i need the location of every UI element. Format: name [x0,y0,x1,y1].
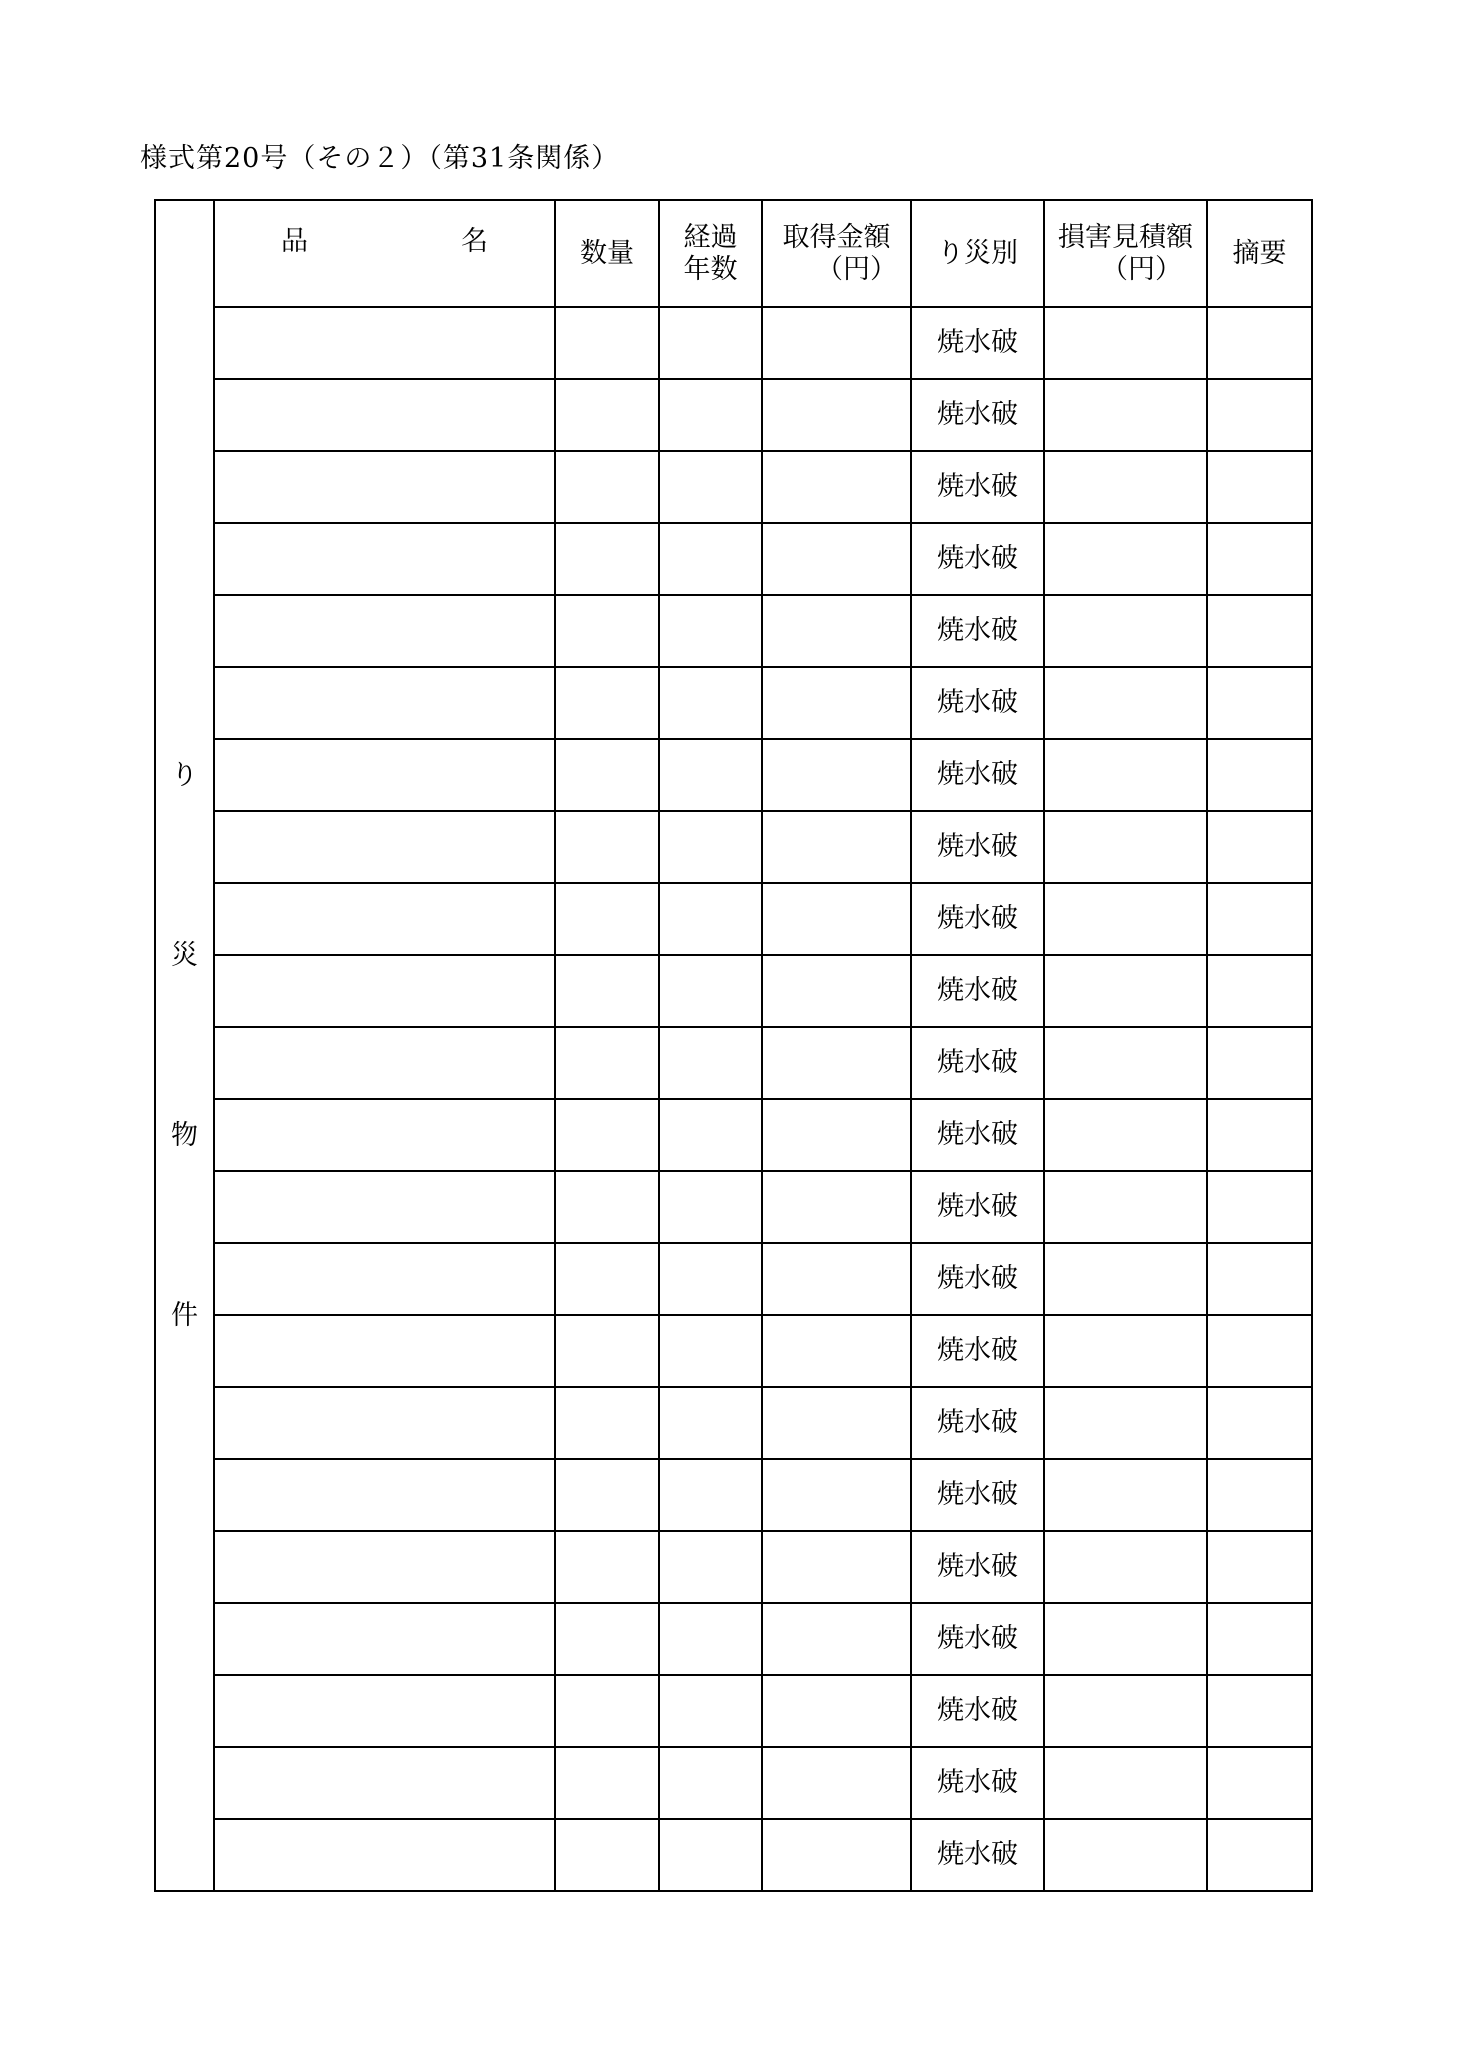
damage-category-cell: 焼水破 [911,1171,1044,1243]
acquisition-amount-cell [762,1243,911,1315]
damage-estimate-cell [1044,1099,1207,1171]
elapsed-years-cell [659,523,762,595]
side-label-char: 物 [171,1119,198,1151]
header-item-name-left: 品 [281,225,308,257]
elapsed-years-cell [659,595,762,667]
quantity-cell [555,811,659,883]
side-label-char: り [171,759,198,791]
table-row [155,1171,1312,1243]
elapsed-years-cell [659,955,762,1027]
item-name-cell [214,667,555,739]
quantity-cell [555,1027,659,1099]
elapsed-years-cell [659,1171,762,1243]
acquisition-amount-cell [762,1027,911,1099]
remarks-cell [1207,1819,1312,1891]
elapsed-years-cell [659,1747,762,1819]
quantity-cell [555,739,659,811]
damage-estimate-cell [1044,811,1207,883]
quantity-cell [555,1171,659,1243]
elapsed-years-cell [659,667,762,739]
elapsed-years-cell [659,739,762,811]
elapsed-years-cell [659,811,762,883]
table-row [155,307,1312,379]
table-row [155,1459,1312,1531]
quantity-cell [555,1099,659,1171]
item-name-cell [214,1531,555,1603]
remarks-cell [1207,667,1312,739]
table-row [155,739,1312,811]
quantity-cell [555,1675,659,1747]
item-name-cell [214,1171,555,1243]
quantity-cell [555,595,659,667]
damage-estimate-cell [1044,667,1207,739]
damage-estimate-cell [1044,1387,1207,1459]
table-row [155,1099,1312,1171]
header-damage-estimate [1044,200,1207,307]
quantity-cell [555,667,659,739]
item-name-cell [214,451,555,523]
item-name-cell [214,379,555,451]
damage-category-cell: 焼水破 [911,1315,1044,1387]
quantity-cell [555,1315,659,1387]
acquisition-amount-cell [762,451,911,523]
damage-estimate-cell [1044,1027,1207,1099]
acquisition-amount-cell [762,1747,911,1819]
acquisition-amount-cell [762,1315,911,1387]
remarks-cell [1207,1099,1312,1171]
acquisition-amount-cell [762,811,911,883]
item-name-cell [214,1099,555,1171]
elapsed-years-cell [659,883,762,955]
damage-estimate-cell [1044,595,1207,667]
remarks-cell [1207,883,1312,955]
damage-category-cell: 焼水破 [911,1459,1044,1531]
acquisition-amount-cell [762,1387,911,1459]
remarks-cell [1207,739,1312,811]
table-row [155,1315,1312,1387]
acquisition-amount-cell [762,739,911,811]
remarks-cell [1207,451,1312,523]
header-quantity: 数量 [555,200,659,307]
damage-category-cell: 焼水破 [911,811,1044,883]
damage-estimate-cell [1044,1243,1207,1315]
item-name-cell [214,523,555,595]
acquisition-amount-cell [762,523,911,595]
table-row [155,1243,1312,1315]
item-name-cell [214,1603,555,1675]
remarks-cell [1207,1747,1312,1819]
damage-category-cell: 焼水破 [911,955,1044,1027]
item-name-cell [214,1459,555,1531]
table-row [155,1819,1312,1891]
header-elapsed-line2: 年数 [683,253,738,285]
header-elapsed-years [659,200,762,307]
damage-category-cell: 焼水破 [911,1531,1044,1603]
remarks-cell [1207,1459,1312,1531]
acquisition-amount-cell [762,883,911,955]
header-elapsed-line1: 経過 [683,221,738,253]
acquisition-amount-cell [762,1099,911,1171]
damage-category-cell: 焼水破 [911,523,1044,595]
acquisition-amount-cell [762,1459,911,1531]
table-row [155,667,1312,739]
table-row [155,523,1312,595]
item-name-cell [214,811,555,883]
remarks-cell [1207,379,1312,451]
header-item-name-right: 名 [461,225,488,257]
table-row [155,883,1312,955]
table-row [155,1387,1312,1459]
remarks-cell [1207,1675,1312,1747]
damage-category-cell: 焼水破 [911,595,1044,667]
header-amount-line1: 取得金額 [782,221,891,253]
header-row [155,200,1312,307]
header-damage-category: り災別 [911,200,1044,307]
quantity-cell [555,1243,659,1315]
damage-estimate-cell [1044,1819,1207,1891]
item-name-cell [214,1747,555,1819]
elapsed-years-cell [659,1243,762,1315]
item-name-cell [214,307,555,379]
elapsed-years-cell [659,451,762,523]
table-row [155,1027,1312,1099]
damage-estimate-cell [1044,1315,1207,1387]
form-title: 様式第20号（その２）（第31条関係） [140,143,620,174]
remarks-cell [1207,1027,1312,1099]
table-row [155,595,1312,667]
header-amount-line2: （円） [816,253,897,285]
header-item-name [214,200,555,307]
header-remarks: 摘要 [1207,200,1312,307]
side-label-char: 災 [171,939,198,971]
item-name-cell [214,955,555,1027]
quantity-cell [555,523,659,595]
remarks-cell [1207,1243,1312,1315]
elapsed-years-cell [659,1315,762,1387]
remarks-cell [1207,307,1312,379]
damage-estimate-cell [1044,1531,1207,1603]
elapsed-years-cell [659,1531,762,1603]
elapsed-years-cell [659,379,762,451]
item-name-cell [214,1819,555,1891]
elapsed-years-cell [659,1675,762,1747]
item-name-cell [214,1243,555,1315]
table-row [155,955,1312,1027]
quantity-cell [555,379,659,451]
item-name-cell [214,1027,555,1099]
remarks-cell [1207,523,1312,595]
remarks-cell [1207,955,1312,1027]
acquisition-amount-cell [762,667,911,739]
damage-estimate-cell [1044,1459,1207,1531]
damage-category-cell: 焼水破 [911,1603,1044,1675]
remarks-cell [1207,811,1312,883]
table-row [155,1603,1312,1675]
item-name-cell [214,1387,555,1459]
header-acquisition-amount [762,200,911,307]
elapsed-years-cell [659,1027,762,1099]
acquisition-amount-cell [762,1675,911,1747]
damage-estimate-cell [1044,955,1207,1027]
acquisition-amount-cell [762,595,911,667]
damage-estimate-cell [1044,1747,1207,1819]
damage-category-cell: 焼水破 [911,379,1044,451]
acquisition-amount-cell [762,1531,911,1603]
elapsed-years-cell [659,307,762,379]
damage-category-cell: 焼水破 [911,1387,1044,1459]
damage-estimate-cell [1044,523,1207,595]
damage-estimate-cell [1044,379,1207,451]
quantity-cell [555,1387,659,1459]
remarks-cell [1207,1315,1312,1387]
elapsed-years-cell [659,1099,762,1171]
acquisition-amount-cell [762,955,911,1027]
table-row [155,1531,1312,1603]
damage-estimate-cell [1044,739,1207,811]
quantity-cell [555,955,659,1027]
item-name-cell [214,1675,555,1747]
table-row [155,811,1312,883]
table-row [155,379,1312,451]
damage-category-cell: 焼水破 [911,451,1044,523]
damage-category-cell: 焼水破 [911,1675,1044,1747]
damage-estimate-cell [1044,451,1207,523]
damage-estimate-cell [1044,1603,1207,1675]
acquisition-amount-cell [762,1603,911,1675]
damage-items-table [154,199,1313,1892]
remarks-cell [1207,1171,1312,1243]
damage-estimate-cell [1044,1675,1207,1747]
item-name-cell [214,1315,555,1387]
damage-category-cell: 焼水破 [911,1819,1044,1891]
remarks-cell [1207,1531,1312,1603]
acquisition-amount-cell [762,1819,911,1891]
remarks-cell [1207,1387,1312,1459]
side-label-cell [155,200,214,1891]
acquisition-amount-cell [762,1171,911,1243]
quantity-cell [555,451,659,523]
quantity-cell [555,1747,659,1819]
acquisition-amount-cell [762,307,911,379]
damage-category-cell: 焼水破 [911,739,1044,811]
quantity-cell [555,1603,659,1675]
acquisition-amount-cell [762,379,911,451]
item-name-cell [214,595,555,667]
damage-estimate-cell [1044,307,1207,379]
remarks-cell [1207,595,1312,667]
elapsed-years-cell [659,1603,762,1675]
quantity-cell [555,1531,659,1603]
damage-category-cell: 焼水破 [911,1099,1044,1171]
table-row [155,1675,1312,1747]
quantity-cell [555,1819,659,1891]
elapsed-years-cell [659,1387,762,1459]
quantity-cell [555,1459,659,1531]
damage-category-cell: 焼水破 [911,1027,1044,1099]
quantity-cell [555,883,659,955]
damage-category-cell: 焼水破 [911,1747,1044,1819]
damage-category-cell: 焼水破 [911,667,1044,739]
table-row [155,451,1312,523]
elapsed-years-cell [659,1459,762,1531]
damage-category-cell: 焼水破 [911,883,1044,955]
quantity-cell [555,307,659,379]
item-name-cell [214,883,555,955]
elapsed-years-cell [659,1819,762,1891]
damage-estimate-cell [1044,1171,1207,1243]
damage-category-cell: 焼水破 [911,307,1044,379]
side-label-char: 件 [171,1299,198,1331]
item-name-cell [214,739,555,811]
damage-category-cell: 焼水破 [911,1243,1044,1315]
damage-estimate-cell [1044,883,1207,955]
remarks-cell [1207,1603,1312,1675]
header-damage-line1: 損害見積額 [1058,221,1193,253]
header-damage-line2: （円） [1101,253,1182,285]
table-row [155,1747,1312,1819]
